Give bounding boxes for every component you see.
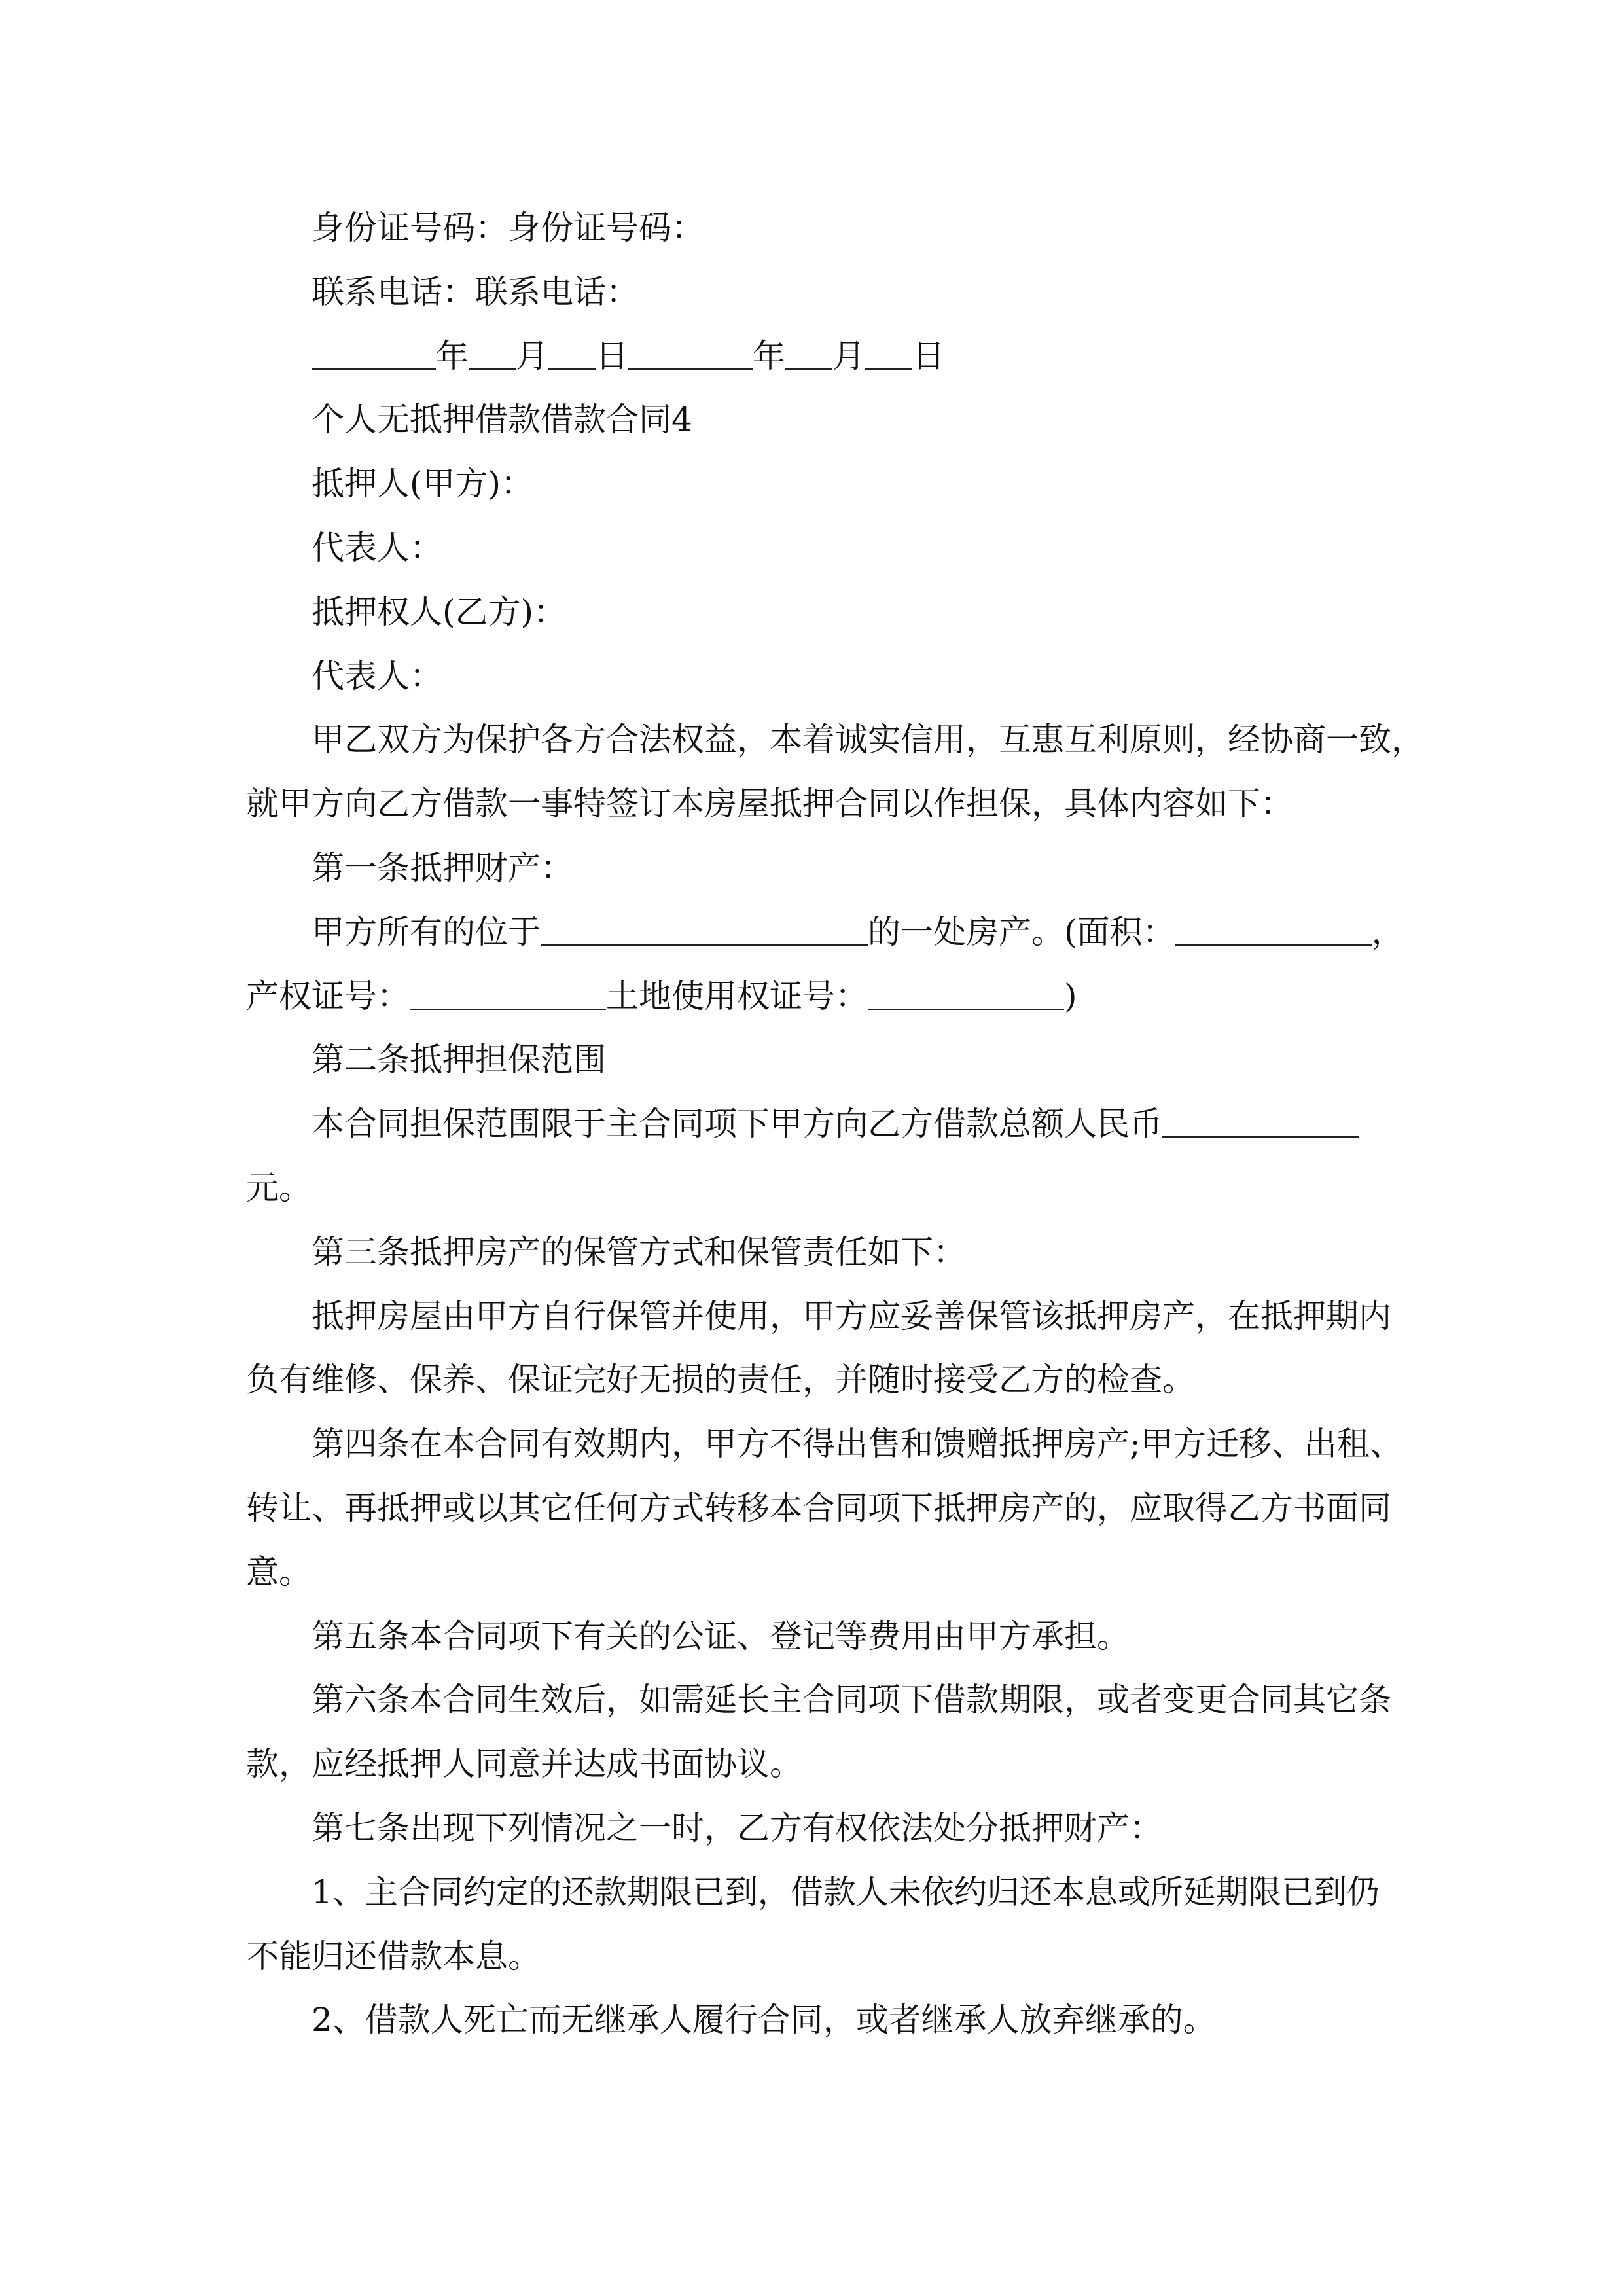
blank-land-certificate (868, 975, 1064, 1010)
representative-line-1: 代表人： (312, 528, 442, 567)
article-7-title: 第七条出现下列情况之一时，乙方有权依法处分抵押财产： (312, 1808, 1162, 1847)
article-5: 第五条本合同项下有关的公证、登记等费用由甲方承担。 (312, 1617, 1130, 1655)
intro-paragraph-line-1: 甲乙双方为保护各方合法权益，本着诚实信用，互惠互利原则，经协商一致， (312, 721, 1424, 759)
item-1-line-1: 1、主合同约定的还款期限已到，借款人未依约归还本息或所延期限已到仍 (312, 1873, 1380, 1911)
mortgagor-line: 抵押人(甲方)： (312, 465, 534, 503)
article-4-line-1: 第四条在本合同有效期内，甲方不得出售和馈赠抵押房产;甲方迁移、出租、 (312, 1425, 1402, 1463)
id-number-line: 身份证号码：身份证号码： (312, 209, 704, 247)
day-label: 日 (912, 336, 945, 375)
blank-day-2 (865, 334, 912, 370)
blank-area (1175, 910, 1372, 946)
mortgagee-line: 抵押权人(乙方)： (312, 592, 567, 631)
article-1-line-2 (246, 965, 1398, 1029)
article-1-line-1 (246, 901, 1404, 965)
article-2-title: 第二条抵押担保范围 (312, 1041, 606, 1079)
article-3-line-1: 抵押房屋由甲方自行保管并使用，甲方应妥善保管该抵押房产，在抵押期内 (312, 1297, 1391, 1335)
blank-loan-amount (1162, 1102, 1359, 1138)
article-1-text-f: ) (1064, 977, 1077, 1015)
article-2-line-2: 元。 (246, 1168, 312, 1207)
article-1-text-d: 产权证号： (246, 977, 410, 1015)
blank-month-1 (469, 334, 516, 370)
blank-month-2 (785, 334, 832, 370)
document-body (246, 196, 1424, 2053)
day-label: 日 (596, 336, 628, 375)
phone-line: 联系电话：联系电话： (312, 272, 639, 311)
representative-line-2: 代表人： (312, 656, 442, 695)
article-2-line-1 (246, 1092, 1398, 1157)
article-1-text-e: 土地使用权证号： (606, 977, 868, 1015)
article-6-line-2: 款，应经抵押人同意并达成书面协议。 (246, 1745, 802, 1784)
article-4-line-3: 意。 (246, 1552, 312, 1591)
section-title: 个人无抵押借款借款合同4 (312, 401, 692, 439)
article-1-text-a: 甲方所有的位于 (312, 912, 541, 951)
article-4-line-2: 转让、再抵押或以其它任何方式转移本合同项下抵押房产的，应取得乙方书面同 (246, 1488, 1391, 1527)
blank-year-1 (312, 334, 436, 370)
date-line (246, 325, 1398, 389)
article-3-line-2: 负有维修、保养、保证完好无损的责任，并随时接受乙方的检查。 (246, 1361, 1195, 1399)
blank-title-certificate (410, 975, 606, 1010)
blank-day-1 (548, 334, 596, 370)
article-2-text: 本合同担保范围限于主合同项下甲方向乙方借款总额人民币 (312, 1105, 1162, 1143)
blank-year-2 (628, 334, 753, 370)
year-label: 年 (753, 336, 785, 375)
month-label: 月 (516, 336, 548, 375)
article-1-text-b: 的一处房产。(面积： (868, 912, 1175, 951)
article-1-text-c: ， (1371, 912, 1404, 951)
item-2: 2、借款人死亡而无继承人履行合同，或者继承人放弃继承的。 (312, 2001, 1216, 2039)
blank-property-location (541, 910, 868, 946)
year-label: 年 (436, 336, 469, 375)
article-3-title: 第三条抵押房产的保管方式和保管责任如下： (312, 1232, 966, 1271)
article-6-line-1: 第六条本合同生效后，如需延长主合同项下借款期限，或者变更合同其它条 (312, 1681, 1391, 1719)
article-1-title: 第一条抵押财产： (312, 848, 573, 887)
month-label: 月 (832, 336, 865, 375)
item-1-line-2: 不能归还借款本息。 (246, 1937, 541, 1975)
intro-paragraph-line-2: 就甲方向乙方借款一事特签订本房屋抵押合同以作担保，具体内容如下： (246, 785, 1293, 823)
